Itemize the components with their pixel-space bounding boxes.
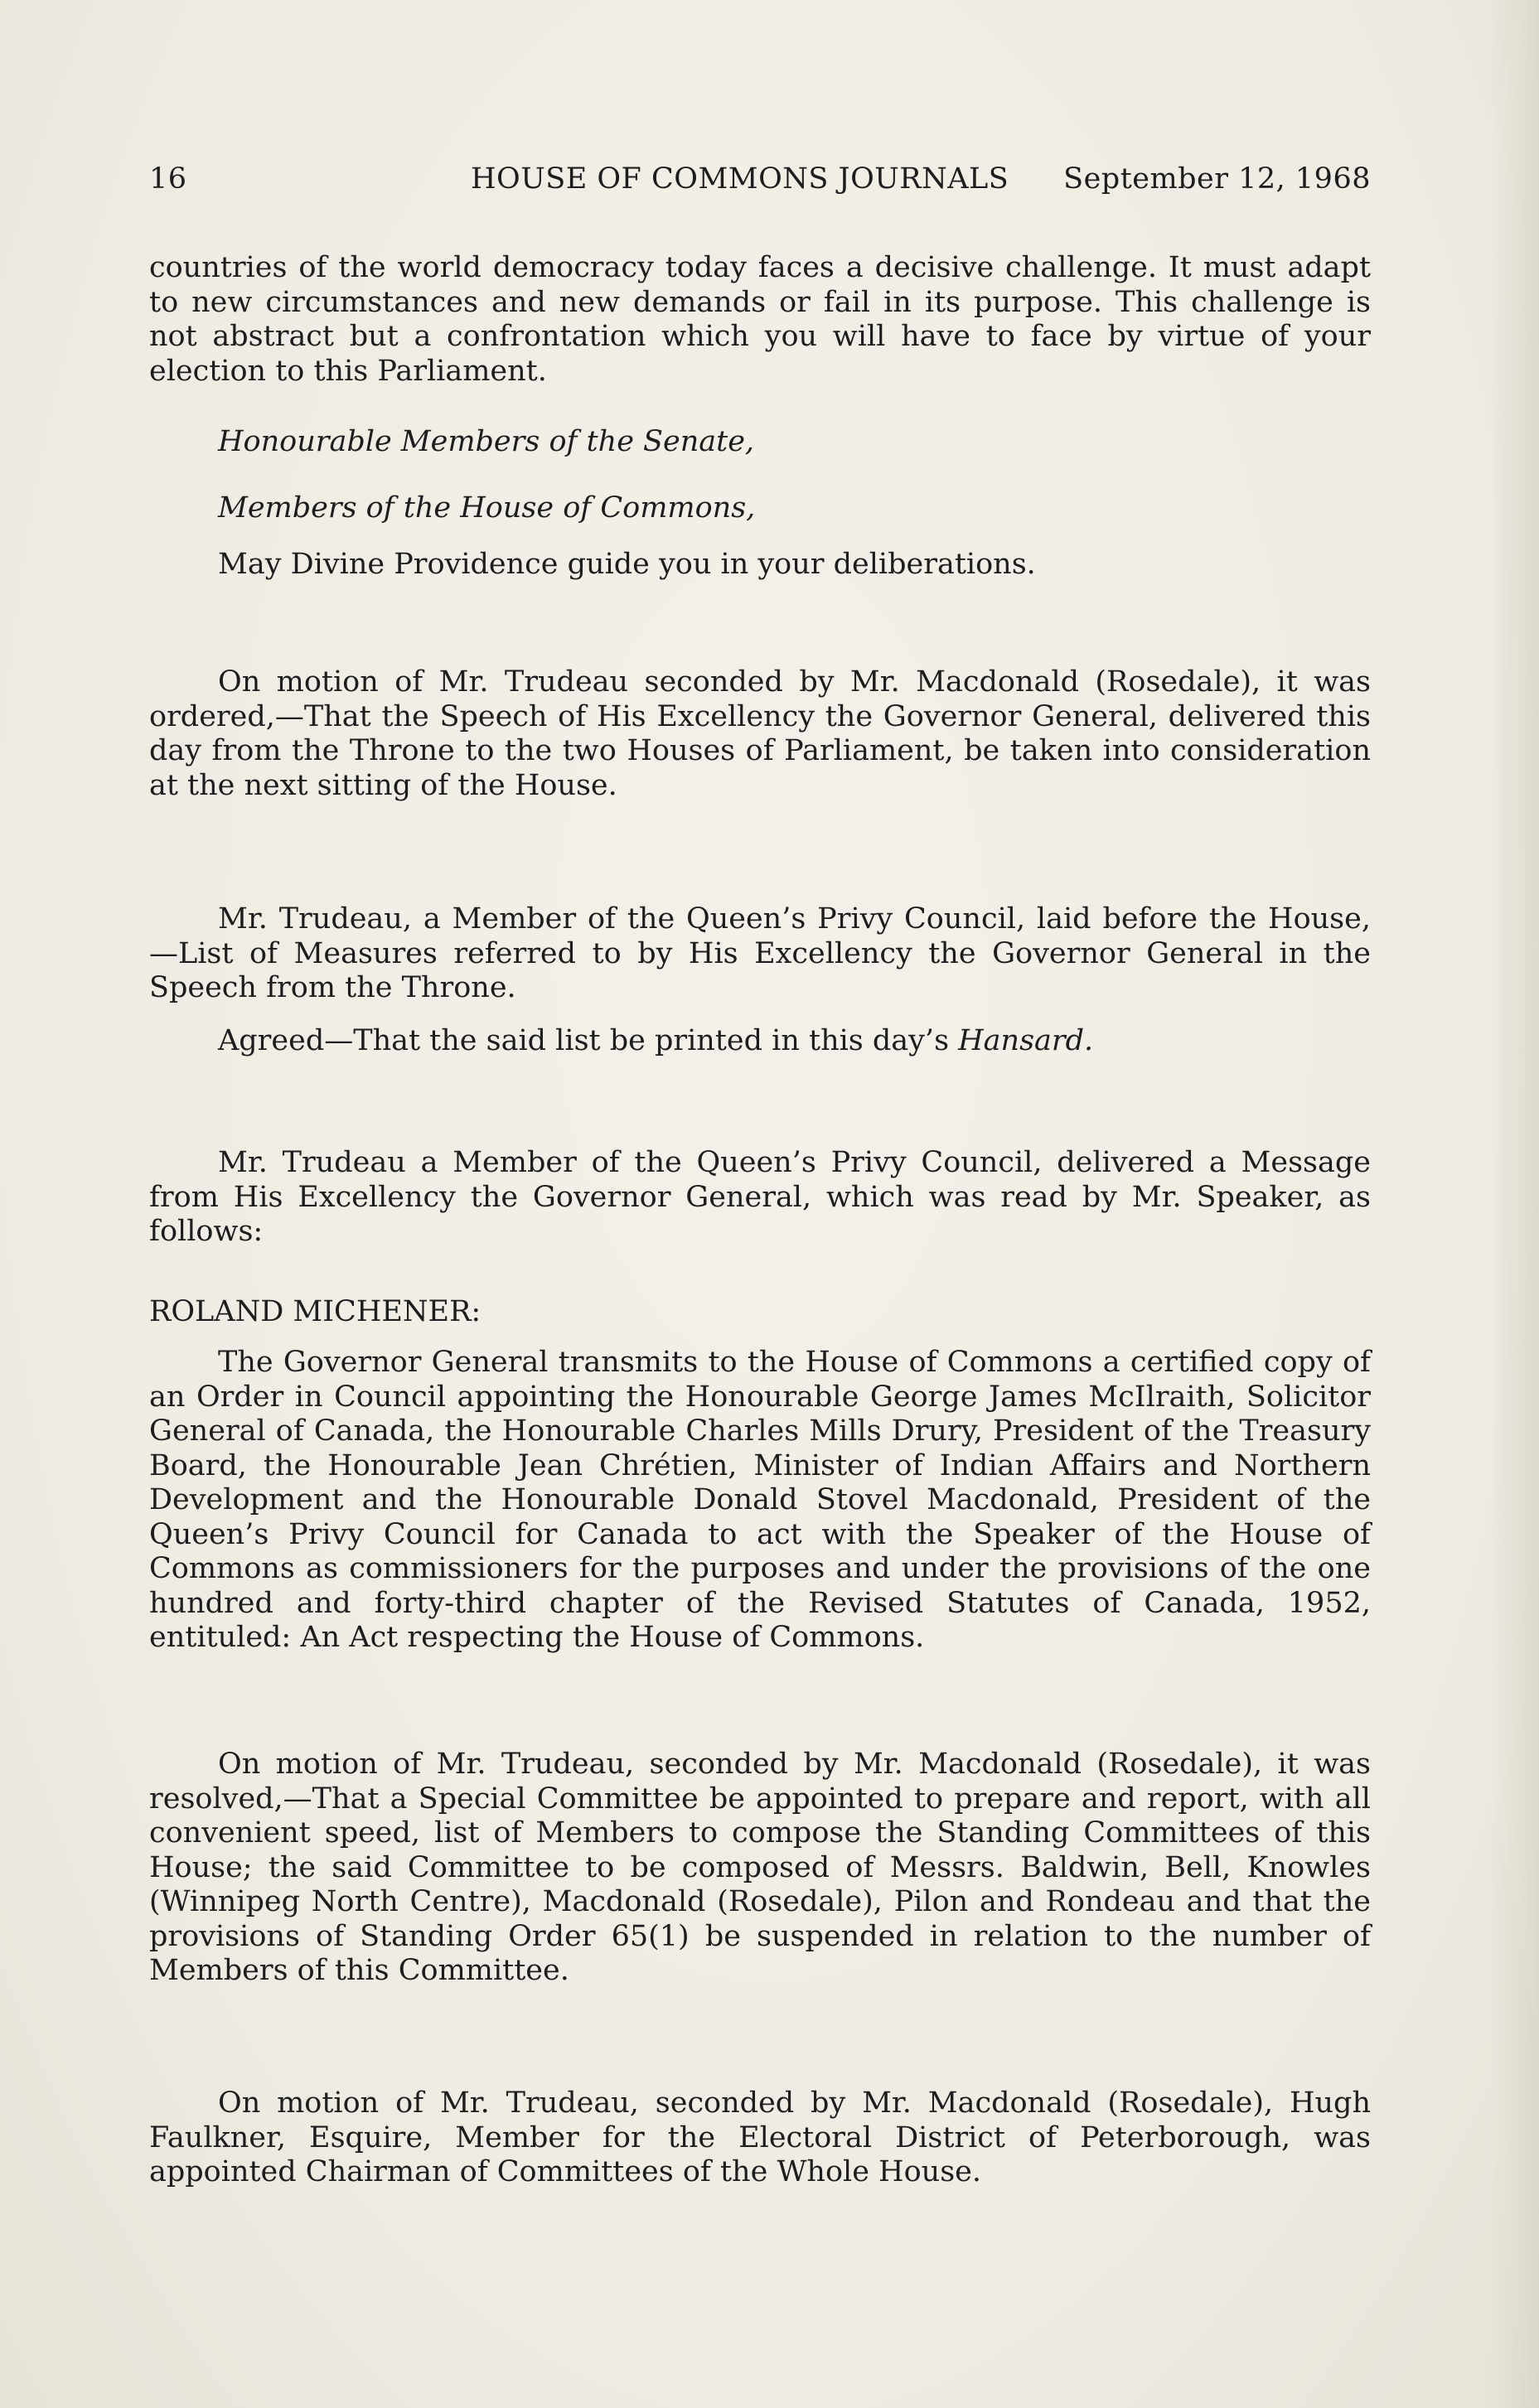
journal-date: September 12, 1968 xyxy=(1063,162,1371,196)
journal-title: HOUSE OF COMMONS JOURNALS xyxy=(471,162,1009,196)
paragraph-chairman: On motion of Mr. Trudeau, seconded by Mr. Macdonald (Rosedale), Hugh Faulkner, Esquire, Member for the Electoral District of Peterborough, was appointed Chairman of Committees of the Whole House. xyxy=(149,2086,1371,2188)
address-senate: Honourable Members of the Senate, xyxy=(218,425,755,458)
paragraph-message: Mr. Trudeau a Member of the Queen’s Privy Council, delivered a Message from His Excellency the Governor General, which was read by Mr. Speaker, as follows: xyxy=(149,1146,1371,1248)
page-edge-shadow xyxy=(1489,0,1539,2408)
agreed-text: Agreed—That the said list be printed in this day’s xyxy=(218,1024,959,1057)
closing-line: May Divine Providence guide you in your deliberations. xyxy=(218,548,1036,581)
paragraph-agreed xyxy=(218,1024,1371,1059)
paragraph-motion-speech: On motion of Mr. Trudeau seconded by Mr. Macdonald (Rosedale), it was ordered,—That the Speech of His Excellency the Governor General, delivered this day from the Throne to the two Houses of Parliament, be taken into consideration at the next sitting of the House. xyxy=(149,665,1371,802)
signature-line: ROLAND MICHENER: xyxy=(149,1295,482,1328)
paragraph-order-in-council: The Governor General transmits to the House of Commons a certified copy of an Order in Council appointing the Honourable George James McIlraith, Solicitor General of Canada, the Honourable Charles Mills Drury, President of the Treasury Board, the Honourable Jean Chrétien, Minister of Indian Affairs and Northern Development and the Honourable Donald Stovel Macdonald, President of the Queen’s Privy Council for Canada to act with the Speaker of the House of Commons as commissioners for the purposes and under the provisions of the one hundred and forty-third chapter of the Revised Statutes of Canada, 1952, entituled: An Act respecting the House of Commons. xyxy=(149,1346,1371,1654)
paragraph-special-committee: On motion of Mr. Trudeau, seconded by Mr. Macdonald (Rosedale), it was resolved,—That a Special Committee be appointed to prepare and report, with all convenient speed, list of Members to compose the Standing Committees of this House; the said Committee to be composed of Messrs. Baldwin, Bell, Knowles (Winnipeg North Centre), Macdonald (Rosedale), Pilon and Rondeau and that the provisions of Standing Order 65(1) be suspended in relation to the number of Members of this Committee. xyxy=(149,1748,1371,1987)
hansard-text: Hansard. xyxy=(958,1024,1094,1057)
paragraph-speech-continuation: countries of the world democracy today faces a decisive challenge. It must adapt to new circumstances and new demands or fail in its purpose. This challenge is not abstract but a confrontation which you will have to face by virtue of your election to this Parliament. xyxy=(149,251,1371,388)
address-commons: Members of the House of Commons, xyxy=(218,491,756,525)
paragraph-list-of-measures: Mr. Trudeau, a Member of the Queen’s Privy Council, laid before the House,—List of Measures referred to by His Excellency the Governor General in the Speech from the Throne. xyxy=(149,902,1371,1004)
page-number: 16 xyxy=(149,162,187,196)
